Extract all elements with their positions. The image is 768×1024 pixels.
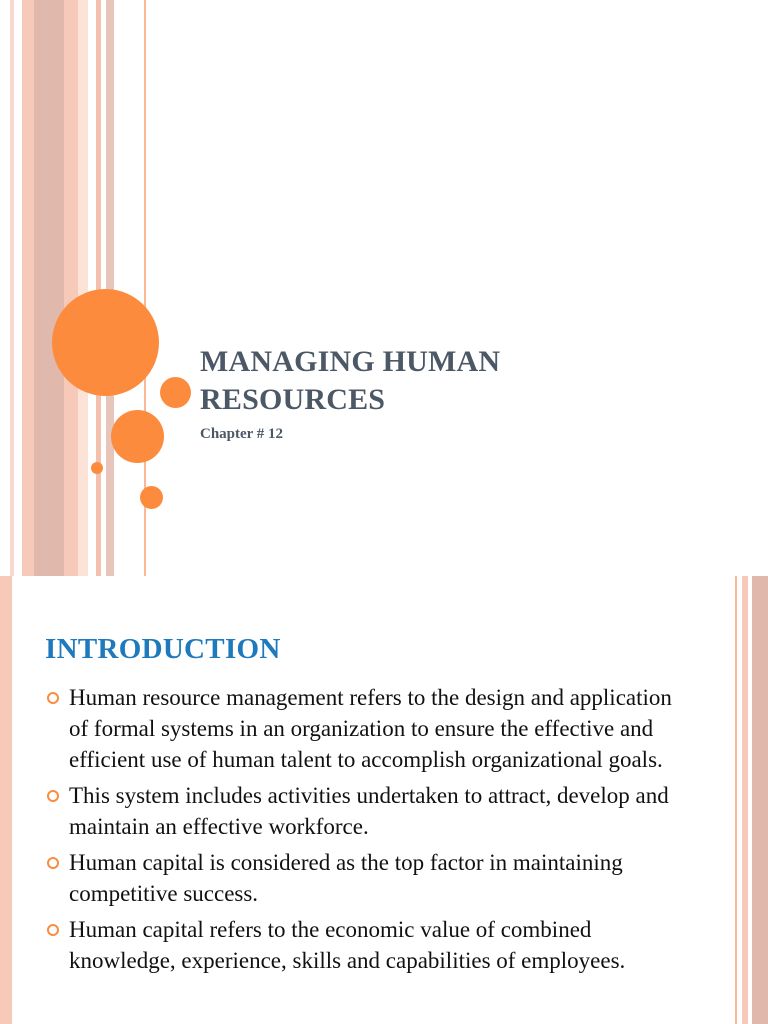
list-item (45, 682, 685, 775)
circle-bullet-icon (47, 924, 59, 936)
slide-title: MANAGING HUMAN RESOURCES (200, 345, 501, 416)
circle-bullet-icon (47, 692, 59, 704)
decorative-stripe (752, 576, 768, 1024)
decorative-circle (52, 289, 159, 396)
bullet-text: Human capital is considered as the top factor in maintaining competitive success. (69, 850, 623, 906)
decorative-stripe (34, 0, 64, 576)
bullet-list (45, 682, 685, 981)
bullet-text: Human capital refers to the economic value of combined knowledge, experience, skills and capabilities of employees. (69, 917, 626, 973)
decorative-stripe (10, 0, 14, 576)
circle-bullet-icon (47, 857, 59, 869)
decorative-circle (140, 486, 163, 509)
decorative-circle (160, 377, 191, 408)
bullet-text: Human resource management refers to the design and application of formal systems in an organization to ensure the effective and efficient use of human talent to accomplish organizational goals. (69, 685, 672, 772)
bullet-text: This system includes activities undertaken to attract, develop and maintain an effective workforce. (69, 783, 669, 839)
decorative-stripe (106, 0, 114, 576)
decorative-stripe (0, 576, 12, 1024)
decorative-circle (111, 410, 164, 463)
decorative-stripe (742, 576, 748, 1024)
list-item (45, 847, 685, 909)
decorative-stripe (735, 576, 737, 1024)
decorative-circle (91, 462, 103, 474)
circle-bullet-icon (47, 790, 59, 802)
introduction-slide (0, 576, 768, 1024)
decorative-stripe (96, 0, 101, 576)
decorative-stripe (78, 0, 88, 576)
section-heading: INTRODUCTION (45, 633, 281, 665)
list-item (45, 914, 685, 976)
slide-subtitle: Chapter # 12 (200, 426, 284, 442)
list-item (45, 780, 685, 842)
